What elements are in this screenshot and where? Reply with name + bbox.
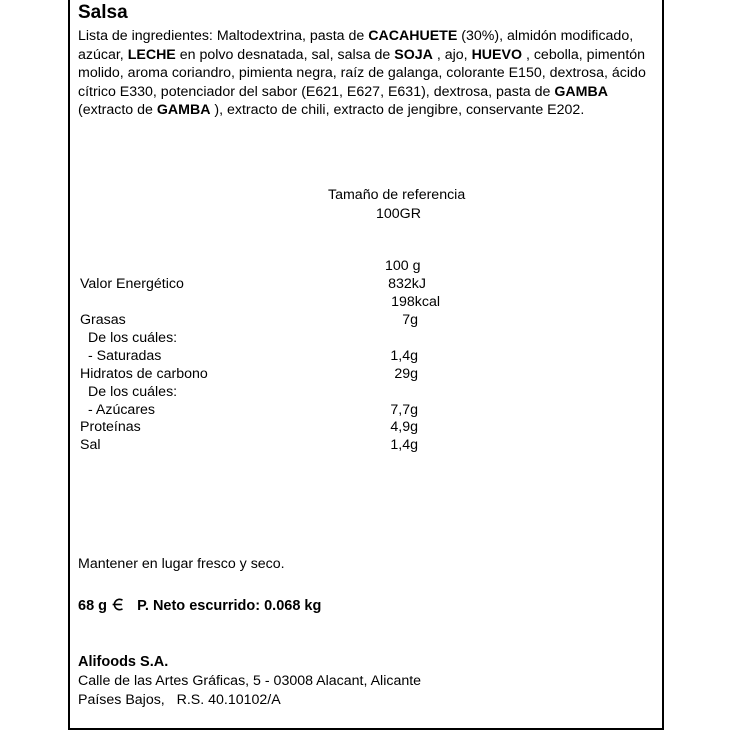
allergen-shrimp: GAMBA [156,102,211,118]
net-weight: 68 g [78,598,108,614]
allergen-shrimp: GAMBA [554,83,608,100]
allergen-egg: HUEVO [471,46,523,63]
estimated-sign-icon [111,597,125,616]
nutrition-column-header: 100 g [385,258,421,274]
reference-size-label: Tamaño de referencia [328,187,466,203]
reference-size-value: 100GR [376,206,421,222]
storage-instructions: Mantener en lugar fresco y seco. [78,556,285,572]
ingredients-text: ), extracto de chili, extracto de jengibre, conservante E202. [210,102,585,118]
ingredients-text: (30%), almidón modificado, azúcar, [78,28,634,63]
company-country-rs: Países Bajos, R.S. 40.10102/A [78,692,281,708]
ingredients-text: , cebolla, pimentón molido, aroma coriandro, pimienta negra, raíz de galanga, colorante E150, dextrosa, ácido cítrico E330, potenciador del sabor (E621, E627, E631), dextrosa, pasta de [78,46,646,100]
nutrition-value: 1,4g [390,348,418,364]
nutrition-label: De los cuáles: [88,330,178,346]
nutrition-label: Valor Energético [80,276,184,292]
ingredients-text: , ajo, [432,46,472,63]
nutrition-value: 198kcal [391,294,440,310]
nutrition-label: Hidratos de carbono [80,366,208,382]
nutrition-label: Grasas [80,312,126,328]
ingredients-text: Lista de ingredientes: Maltodextrina, pasta de [78,28,369,44]
allergen-milk: LECHE [127,46,176,63]
ingredients-text: en polvo desnatada, sal, salsa de [175,46,395,63]
ingredients-list [78,27,658,120]
nutrition-value: 832kJ [388,276,426,292]
nutrition-value: 7,7g [390,402,418,418]
product-title: Salsa [78,2,128,23]
nutrition-label: De los cuáles: [88,384,178,400]
nutrition-label: - Saturadas [88,348,162,364]
company-name: Alifoods S.A. [78,654,169,670]
allergen-peanut: CACAHUETE [368,28,458,44]
net-drained-weight: P. Neto escurrido: 0.068 kg [137,598,322,614]
allergen-soy: SOJA [394,46,433,63]
nutrition-value: 7g [402,312,418,328]
nutrition-value: 1,4g [390,437,418,453]
company-address: Calle de las Artes Gráficas, 5 - 03008 Alacant, Alicante [78,673,422,689]
nutrition-value: 29g [394,366,418,382]
nutrition-label: - Azúcares [88,402,156,418]
ingredients-text: (extracto de [78,102,157,118]
nutrition-value: 4,9g [390,419,418,435]
nutrition-label: Sal [80,437,101,453]
net-weight-row [78,597,321,616]
nutrition-label: Proteínas [80,419,141,435]
